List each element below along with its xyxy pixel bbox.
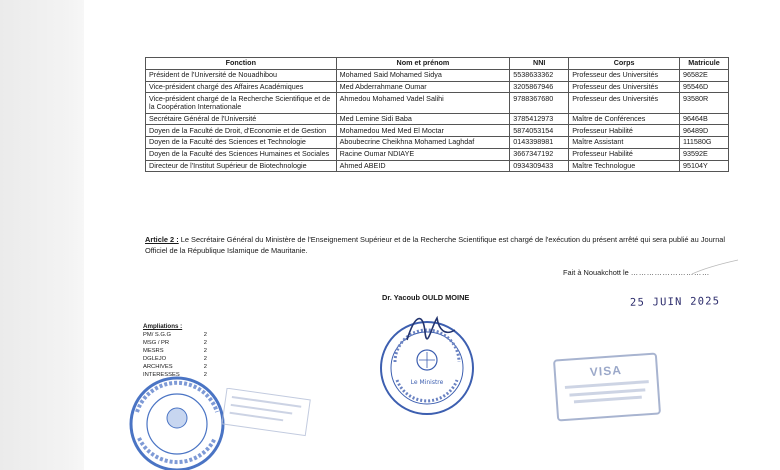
- header-nom: Nom et prénom: [336, 58, 510, 70]
- list-item: [143, 364, 207, 372]
- cell-fonction: Vice-président chargé de la Recherche Scientifique et de la Coopération Internationale: [146, 93, 337, 113]
- table-row: [146, 81, 729, 93]
- place-date-line: [563, 268, 710, 277]
- cell-nom: Med Lemine Sidi Baba: [336, 113, 510, 125]
- cell-corps: Professeur des Universités: [569, 69, 680, 81]
- table-row: [146, 93, 729, 113]
- cell-fonction: Directeur de l'Institut Supérieur de Biotechnologie: [146, 160, 337, 172]
- header-fonction: Fonction: [146, 58, 337, 70]
- fait-a-text: Fait à Nouakchott le: [563, 268, 629, 277]
- list-item: [143, 348, 207, 356]
- ampliation-name: INTERESSES: [143, 371, 180, 378]
- ampliation-name: MESRS: [143, 347, 164, 354]
- ampliation-count: 2: [203, 355, 207, 362]
- cell-nom: Mohamed Said Mohamed Sidya: [336, 69, 510, 81]
- cell-corps: Professeur des Universités: [569, 81, 680, 93]
- visa-stamp: [553, 352, 661, 421]
- cell-nni: 5538633362: [510, 69, 569, 81]
- cell-fonction: Doyen de la Faculté des Sciences Humaines et Sociales: [146, 148, 337, 160]
- bottom-left-seal-stamp: [125, 372, 235, 470]
- cell-matricule: 93580R: [680, 93, 729, 113]
- header-matricule: Matricule: [680, 58, 729, 70]
- cell-nom: Racine Oumar NDIAYE: [336, 148, 510, 160]
- cell-nom: Aboubecrine Cheikhna Mohamed Laghdaf: [336, 137, 510, 149]
- cell-corps: Professeur Habilité: [569, 125, 680, 137]
- table-row: [146, 160, 729, 172]
- ampliation-count: 2: [203, 363, 207, 370]
- ampliations-list: [143, 332, 207, 379]
- ampliation-count: 2: [203, 339, 207, 346]
- ink-mark: [690, 258, 740, 278]
- header-corps: Corps: [569, 58, 680, 70]
- minister-seal-stamp: [375, 310, 483, 420]
- cell-matricule: 96582E: [680, 69, 729, 81]
- article-2-paragraph: [145, 234, 735, 256]
- cell-nom: Ahmedou Mohamed Vadel Salihi: [336, 93, 510, 113]
- cell-corps: Professeur Habilité: [569, 148, 680, 160]
- header-nni: NNI: [510, 58, 569, 70]
- cell-matricule: 96464B: [680, 113, 729, 125]
- cell-nni: 0934309433: [510, 160, 569, 172]
- table-header-row: [146, 58, 729, 70]
- ampliation-name: ARCHIVES: [143, 363, 173, 370]
- cell-matricule: 93592E: [680, 148, 729, 160]
- cell-nni: 3667347192: [510, 148, 569, 160]
- cell-corps: Maître de Conférences: [569, 113, 680, 125]
- cell-nom: Ahmed ABEID: [336, 160, 510, 172]
- table-row: [146, 113, 729, 125]
- signer-name: Dr. Yacoub OULD MOINE: [382, 293, 470, 302]
- cell-nni: 3205867946: [510, 81, 569, 93]
- list-item: [143, 332, 207, 340]
- cell-nom: Med Abderrahmane Oumar: [336, 81, 510, 93]
- cell-matricule: 96489D: [680, 125, 729, 137]
- cell-matricule: 111580G: [680, 137, 729, 149]
- ampliation-name: PM/ S.G.G: [143, 332, 172, 338]
- article-label: Article 2 :: [145, 235, 179, 244]
- date-stamp: 25 JUIN 2025: [629, 295, 721, 309]
- cell-fonction: Vice-président chargé des Affaires Académiques: [146, 81, 337, 93]
- left-margin-shadow: [0, 0, 84, 470]
- cell-matricule: 95104Y: [680, 160, 729, 172]
- cell-nni: 5874053154: [510, 125, 569, 137]
- ampliation-name: MSG / PR: [143, 339, 170, 346]
- table-row: [146, 137, 729, 149]
- faint-rectangle-stamp: [222, 388, 312, 438]
- cell-corps: Professeur des Universités: [569, 93, 680, 113]
- cell-fonction: Doyen de la Faculté des Sciences et Technologie: [146, 137, 337, 149]
- minister-stamp-text: Le Ministre: [410, 379, 444, 386]
- cell-nni: 0143398981: [510, 137, 569, 149]
- list-item: [143, 340, 207, 348]
- ampliation-count: 2: [203, 347, 207, 354]
- cell-fonction: Secrétaire Général de l'Université: [146, 113, 337, 125]
- article-text: Le Secrétaire Général du Ministère de l'Enseignement Supérieur et de la Recherche Scientifique est chargé de l'exécution du présent arrêté qui sera publié au Journal Officiel de la République Islamique de Mauritanie.: [145, 235, 726, 255]
- cell-fonction: Président de l'Université de Nouadhibou: [146, 69, 337, 81]
- ampliation-name: DGLEJO: [143, 355, 167, 362]
- ampliation-count: 2: [203, 332, 207, 338]
- appointments-table: [145, 57, 729, 172]
- ampliations-title: Ampliations :: [143, 323, 183, 330]
- visa-stamp-text: VISA: [589, 362, 623, 380]
- date-placeholder-dots: …………………………: [630, 268, 710, 277]
- table-row: [146, 125, 729, 137]
- cell-nni: 3785412973: [510, 113, 569, 125]
- list-item: [143, 356, 207, 364]
- cell-corps: Maître Technologue: [569, 160, 680, 172]
- cell-nni: 9788367680: [510, 93, 569, 113]
- ampliation-count: 2: [203, 371, 207, 378]
- cell-nom: Mohamedou Med Med El Moctar: [336, 125, 510, 137]
- cell-matricule: 95546D: [680, 81, 729, 93]
- table-row: [146, 69, 729, 81]
- table-row: [146, 148, 729, 160]
- cell-fonction: Doyen de la Faculté de Droit, d'Economie et de Gestion: [146, 125, 337, 137]
- list-item: [143, 372, 207, 380]
- cell-corps: Maître Assistant: [569, 137, 680, 149]
